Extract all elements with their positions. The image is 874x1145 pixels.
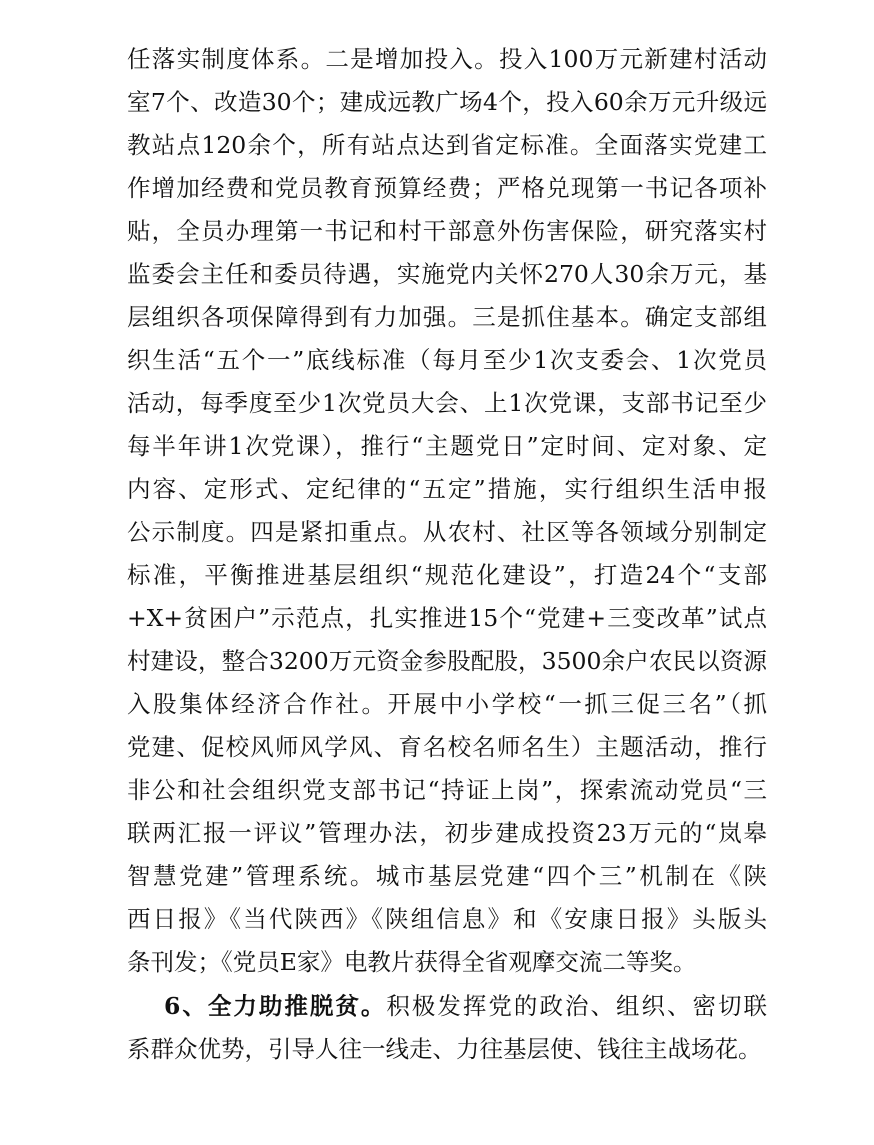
section-6-first-line: [164, 984, 767, 1028]
paragraph-line: 教站点120余个，所有站点达到省定标准。全面落实党建工: [127, 131, 767, 159]
section-6-text: 积极发挥党的政治、组织、密切联: [386, 992, 767, 1020]
paragraph-line: 党建、促校风师风学风、育名校名师名生）主题活动，推行: [127, 733, 767, 761]
paragraph-line: 作增加经费和党员教育预算经费；严格兑现第一书记各项补: [127, 174, 767, 202]
paragraph-line: 西日报》《当代陕西》《陕组信息》和《安康日报》头版头: [127, 905, 767, 933]
paragraph-line: 贴，全员办理第一书记和村干部意外伤害保险，研究落实村: [127, 217, 767, 245]
paragraph-line: 织生活“五个一”底线标准（每月至少1次支委会、1次党员: [127, 346, 767, 374]
paragraph-line: 室7个、改造30个；建成远教广场4个，投入60余万元升级远: [127, 88, 767, 116]
paragraph-line: 村建设，整合3200万元资金参股配股，3500余户农民以资源: [127, 647, 767, 675]
paragraph-line: 公示制度。四是紧扣重点。从农村、社区等各领域分别制定: [127, 518, 767, 546]
paragraph-line: 标准，平衡推进基层组织“规范化建设”，打造24个“支部: [127, 561, 767, 589]
paragraph-line: +X+贫困户”示范点，扎实推进15个“党建+三变改革”试点: [127, 604, 767, 632]
section-6-second-line: 系群众优势，引导人往一线走、力往基层使、钱往主战场花。: [127, 1035, 762, 1063]
paragraph-line: 非公和社会组织党支部书记“持证上岗”，探索流动党员“三: [127, 776, 767, 804]
paragraph-line: 监委会主任和委员待遇，实施党内关怀270人30余万元，基: [127, 260, 767, 288]
paragraph-line: 每半年讲1次党课），推行“主题党日”定时间、定对象、定: [127, 432, 767, 460]
paragraph-line: 联两汇报一评议”管理办法，初步建成投资23万元的“岚皋: [127, 819, 767, 847]
paragraph-line: 层组织各项保障得到有力加强。三是抓住基本。确定支部组: [127, 303, 767, 331]
paragraph-line: 任落实制度体系。二是增加投入。投入100万元新建村活动: [127, 45, 767, 73]
paragraph-line: 活动，每季度至少1次党员大会、上1次党课，支部书记至少: [127, 389, 767, 417]
paragraph-line: 智慧党建”管理系统。城市基层党建“四个三”机制在《陕: [127, 862, 767, 890]
paragraph-last-line: 条刊发；《党员E家》电教片获得全省观摩交流二等奖。: [127, 948, 697, 976]
section-6-heading: 6、全力助推脱贫。: [164, 992, 387, 1020]
paragraph-line: 内容、定形式、定纪律的“五定”措施，实行组织生活申报: [127, 475, 767, 503]
paragraph-line: 入股集体经济合作社。开展中小学校“一抓三促三名”（抓: [127, 690, 767, 718]
